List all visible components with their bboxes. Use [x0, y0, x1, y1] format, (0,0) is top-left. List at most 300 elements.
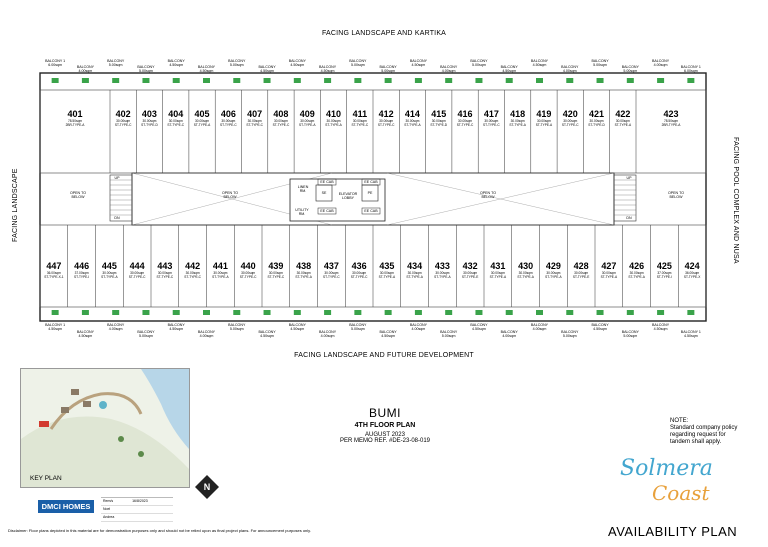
unit-area: 30.00sqm: [300, 119, 315, 123]
balcony-name: BALCONY: [409, 59, 427, 63]
unit-type: ST-TYPE-I: [656, 275, 672, 279]
planter-mark: [385, 310, 392, 315]
unit-number: 447: [46, 261, 62, 271]
unit-area: 30.00sqm: [563, 119, 578, 123]
planter-mark: [294, 310, 301, 315]
balcony-name: BALCONY: [409, 323, 427, 327]
unit-area: 30.00sqm: [185, 271, 200, 275]
unit-area: 30.00sqm: [431, 119, 446, 123]
unit-435: [373, 261, 401, 279]
elevator-lobby-label: ELEVATOR LOBBY: [338, 192, 358, 200]
planter-mark: [597, 78, 604, 83]
balcony-label: [555, 65, 585, 73]
unit-number: 445: [101, 261, 117, 271]
unit-number: 435: [379, 261, 395, 271]
unit-type: ST-TYPE-A: [545, 275, 562, 279]
unit-area: 30.00sqm: [484, 119, 499, 123]
planter-mark: [687, 310, 694, 315]
balcony-name: BALCONY: [137, 65, 155, 69]
balcony-area: 5.00sqm: [593, 63, 607, 67]
planter-mark: [52, 78, 59, 83]
unit-area: 30.00sqm: [463, 271, 478, 275]
unit-area: 78.50sqm: [664, 119, 678, 123]
balcony-label: [101, 59, 131, 67]
unit-number: 408: [273, 109, 289, 119]
unit-type: ST-TYPE-C: [377, 123, 395, 127]
planter-mark: [445, 78, 452, 83]
ee-cab-bottom-left: EE CAB: [320, 209, 334, 213]
facing-bottom-label: FACING LANDSCAPE AND FUTURE DEVELOPMENT: [294, 352, 474, 359]
balcony-name: BALCONY: [530, 59, 549, 63]
north-arrow-icon: [194, 474, 220, 500]
unit-type: ST-TYPE-C: [483, 123, 500, 127]
unit-type: ST-TYPE-A: [535, 123, 553, 127]
revision-row: Andrea: [101, 514, 173, 522]
unit-442: [179, 261, 207, 279]
balcony-area: 4.50sqm: [472, 327, 486, 331]
balcony-area: 5.00sqm: [350, 327, 365, 331]
unit-432: [456, 261, 484, 279]
unit-401: [40, 109, 110, 127]
unit-440: [234, 261, 262, 279]
unit-number: 418: [510, 109, 526, 119]
planter-mark: [112, 310, 119, 315]
ee-cab-top-right: EE CAB: [364, 180, 378, 184]
unit-414: [399, 109, 425, 127]
unit-area: 30.00sqm: [116, 119, 131, 123]
balcony-label: [403, 59, 433, 67]
balcony-label: [40, 323, 70, 331]
balcony-name: BALCONY: [288, 323, 306, 327]
unit-area: 30.00sqm: [352, 271, 367, 275]
unit-445: [96, 261, 124, 279]
unit-number: 419: [536, 109, 552, 119]
balcony-name: BALCONY 1: [45, 59, 66, 63]
unit-number: 436: [351, 261, 367, 271]
balcony-label: [192, 65, 222, 73]
planter-mark: [506, 310, 513, 315]
balcony-label: [161, 59, 191, 67]
unit-type: ST-TYPE-C: [156, 275, 174, 279]
unit-number: 438: [296, 261, 312, 271]
facing-top-label: FACING LANDSCAPE AND KARTIKA: [321, 30, 447, 37]
unit-408: [268, 109, 294, 127]
planter-mark: [687, 78, 694, 83]
unit-409: [294, 109, 320, 127]
facing-right-label: FACING POOL COMPLEX AND NUSA: [732, 136, 739, 264]
note-body: Standard company policy regarding request for tandem shall apply.: [670, 425, 738, 445]
unit-area: 30.00sqm: [574, 271, 589, 275]
balcony-area: 4.00sqm: [653, 63, 668, 67]
unit-420: [557, 109, 583, 127]
bottom-balcony-marks: [52, 310, 695, 315]
balcony-area: 4.50sqm: [653, 327, 668, 331]
unit-446: [68, 261, 96, 279]
unit-404: [163, 109, 189, 127]
balcony-area: 4.50sqm: [48, 327, 63, 331]
planter-mark: [324, 78, 331, 83]
planter-mark: [142, 78, 149, 83]
unit-number: 444: [129, 261, 145, 271]
planter-mark: [52, 310, 59, 315]
balcony-label: [313, 65, 343, 73]
unit-area: 30.00sqm: [510, 119, 525, 123]
balcony-label: [676, 330, 706, 338]
balcony-area: 4.50sqm: [320, 69, 335, 73]
unit-type: ST-TYPE-E: [572, 275, 590, 279]
unit-type: ST-TYPE-C: [323, 275, 340, 279]
balcony-name: BALCONY: [318, 330, 337, 334]
balcony-label: [555, 330, 585, 338]
unit-412: [373, 109, 399, 127]
unit-441: [207, 261, 235, 279]
planter-mark: [657, 78, 664, 83]
balcony-area: 4.50sqm: [290, 327, 305, 331]
balcony-label: [434, 65, 464, 73]
balcony-name: BALCONY: [651, 323, 670, 327]
unit-number: 432: [462, 261, 478, 271]
ee-cab-top-left: EE CAB: [320, 180, 334, 184]
unit-418: [505, 109, 531, 127]
unit-number: 439: [268, 261, 284, 271]
planter-mark: [233, 78, 240, 83]
planter-mark: [475, 310, 482, 315]
unit-number: 442: [185, 261, 201, 271]
unit-type: ST-TYPE-A: [628, 275, 645, 279]
unit-407: [242, 109, 268, 127]
unit-type: ST-TYPE-A: [295, 275, 312, 279]
balcony-area: 5.00sqm: [381, 69, 396, 73]
unit-type: ST-TYPE-C: [220, 123, 237, 127]
unit-type: ST-TYPE-C: [561, 123, 579, 127]
unit-number: 427: [601, 261, 617, 271]
balcony-name: BALCONY: [621, 330, 639, 334]
top-balcony-marks: [52, 78, 695, 83]
planter-mark: [536, 78, 543, 83]
balcony-area: 6.00sqm: [683, 69, 698, 73]
planter-mark: [173, 310, 180, 315]
revision-table: [101, 497, 173, 520]
planter-mark: [203, 78, 210, 83]
key-plan-drawing: [21, 369, 189, 487]
unit-area: 30.00sqm: [273, 119, 288, 123]
balcony-name: BALCONY: [470, 323, 488, 327]
unit-427: [595, 261, 623, 279]
unit-type: ST-TYPE-C: [239, 275, 257, 279]
unit-419: [531, 109, 557, 127]
planter-mark: [597, 310, 604, 315]
stair-up-right: UP: [626, 176, 632, 180]
balcony-area: 4.50sqm: [683, 334, 698, 338]
planter-mark: [566, 310, 573, 315]
planter-mark: [142, 310, 149, 315]
unit-area: 30.00sqm: [213, 271, 228, 275]
balcony-label: [434, 330, 464, 338]
balcony-name: BALCONY: [167, 323, 185, 327]
revision-row: Noel: [101, 506, 173, 514]
balcony-area: 5.00sqm: [623, 334, 638, 338]
note-heading: NOTE:: [670, 418, 689, 424]
unit-area: 30.00sqm: [601, 271, 616, 275]
balcony-area: 4.50sqm: [381, 334, 396, 338]
balcony-name: BALCONY: [197, 330, 216, 334]
balcony-name: BALCONY: [440, 330, 458, 334]
balcony-label: [282, 323, 312, 331]
floor-plan: [22, 45, 724, 348]
unit-area: 30.00sqm: [157, 271, 172, 275]
balcony-label: [464, 59, 494, 67]
unit-area: 30.00sqm: [490, 271, 505, 275]
unit-area: 30.00sqm: [435, 271, 450, 275]
unit-type: ST-TYPE-A: [406, 275, 423, 279]
unit-type: ST-TYPE-X: [683, 275, 701, 279]
balcony-label: [343, 323, 373, 331]
unit-area: 30.00sqm: [536, 119, 551, 123]
planter-mark: [657, 310, 664, 315]
balcony-name: BALCONY: [470, 59, 488, 63]
unit-number: 403: [141, 109, 157, 119]
unit-number: 415: [431, 109, 447, 119]
unit-type: ST-TYPE-A: [299, 123, 316, 127]
unit-type: ST-TYPE-D: [588, 123, 605, 127]
unit-number: 424: [684, 261, 700, 271]
balcony-name: BALCONY: [379, 65, 397, 69]
unit-422: [610, 109, 636, 127]
unit-area: 30.00sqm: [546, 271, 561, 275]
unit-430: [512, 261, 540, 279]
memo-reference: PER MEMO REF. #DE-23-08-019: [339, 438, 431, 444]
unit-type: ST-TYPE-A: [325, 123, 342, 127]
unit-438: [290, 261, 318, 279]
note-box: [670, 418, 740, 446]
balcony-area: 5.00sqm: [139, 334, 153, 338]
balcony-label: [615, 65, 645, 73]
balcony-label: [676, 65, 706, 73]
planter-mark: [627, 78, 634, 83]
open-to-below-left: OPEN TO BELOW: [69, 191, 87, 199]
unit-number: 405: [194, 109, 210, 119]
planter-mark: [82, 310, 89, 315]
unit-area: 30.00sqm: [195, 119, 210, 123]
unit-433: [429, 261, 457, 279]
balcony-label: [131, 330, 161, 338]
key-plan-map: [20, 368, 190, 488]
balcony-name: BALCONY: [107, 59, 125, 63]
unit-type: ST-TYPE-A: [404, 123, 421, 127]
balcony-label: [403, 323, 433, 331]
unit-type: ST-TYPE-D: [430, 123, 448, 127]
linen-room-label: LINEN RM.: [297, 185, 309, 193]
balcony-label: [646, 323, 676, 331]
balcony-area: 5.00sqm: [229, 63, 244, 67]
balcony-area: 4.00sqm: [562, 69, 577, 73]
unit-number: 426: [629, 261, 645, 271]
planter-mark: [82, 78, 89, 83]
balcony-label: [525, 59, 555, 67]
unit-434: [401, 261, 429, 279]
stair-down-right: DN: [626, 216, 632, 220]
balcony-name: BALCONY: [500, 65, 518, 69]
balcony-label: [313, 330, 343, 338]
unit-443: [151, 261, 179, 279]
unit-type: 2BR-TYPE-A: [65, 123, 85, 127]
unit-428: [567, 261, 595, 279]
building-name: BUMI: [369, 406, 401, 420]
balcony-name: BALCONY 1: [680, 65, 701, 69]
planter-mark: [475, 78, 482, 83]
balcony-area: 5.00sqm: [441, 334, 456, 338]
balcony-area: 4.00sqm: [532, 327, 547, 331]
unit-417: [478, 109, 504, 127]
planter-mark: [112, 78, 119, 83]
planter-mark: [233, 310, 240, 315]
unit-number: 430: [518, 261, 534, 271]
unit-type: ST-TYPE-C: [272, 123, 290, 127]
unit-421: [583, 109, 609, 127]
balcony-area: 4.50sqm: [260, 334, 274, 338]
balcony-name: BALCONY: [258, 65, 276, 69]
balcony-name: BALCONY: [591, 323, 609, 327]
balcony-label: [70, 65, 100, 73]
balcony-label: [70, 330, 100, 338]
planter-mark: [445, 310, 452, 315]
unit-type: ST-TYPE-C: [351, 123, 369, 127]
unit-429: [540, 261, 568, 279]
balcony-name: BALCONY: [288, 59, 306, 63]
balcony-name: BALCONY: [258, 330, 276, 334]
key-plan-label: KEY PLAN: [30, 475, 62, 482]
unit-number: 416: [457, 109, 473, 119]
unit-area: 30.00sqm: [324, 271, 339, 275]
stair-down-left: DN: [114, 216, 120, 220]
balcony-label: [615, 330, 645, 338]
unit-area: 37.00sqm: [657, 271, 672, 275]
unit-type: ST-TYPE-A: [517, 275, 534, 279]
balcony-area: 4.50sqm: [593, 327, 607, 331]
svg-text:N: N: [203, 482, 211, 492]
utility-room-label: UTILITY RM.: [295, 208, 309, 216]
unit-area: 30.00sqm: [130, 271, 145, 275]
unit-number: 428: [573, 261, 589, 271]
unit-number: 414: [404, 109, 420, 119]
balcony-label: [282, 59, 312, 67]
balcony-area: 4.50sqm: [532, 63, 547, 67]
balcony-name: BALCONY: [228, 59, 246, 63]
unit-number: 443: [157, 261, 173, 271]
balcony-name: BALCONY 1: [680, 330, 701, 334]
balcony-area: 4.50sqm: [260, 69, 274, 73]
unit-type: ST-TYPE-A: [101, 275, 118, 279]
balcony-label: [373, 65, 403, 73]
planter-mark: [354, 78, 361, 83]
balcony-label: [161, 323, 191, 331]
balcony-name: BALCONY: [500, 330, 518, 334]
unit-type: ST-TYPE-C: [350, 275, 368, 279]
coast-logo-text: Coast: [652, 481, 710, 505]
balcony-area: 4.50sqm: [199, 69, 214, 73]
unit-number: 407: [247, 109, 263, 119]
unit-number: 434: [407, 261, 423, 271]
plan-date: AUGUST 2023: [365, 432, 405, 438]
unit-area: 30.00sqm: [589, 119, 604, 123]
balcony-area: 6.00sqm: [48, 63, 63, 67]
dmci-homes-logo: DMCI HOMES: [38, 500, 94, 513]
floor-plan-drawing: [22, 45, 724, 348]
unit-type: ST-TYPE-A: [193, 123, 211, 127]
unit-type: ST-TYPE-A: [434, 275, 451, 279]
unit-number: 441: [212, 261, 228, 271]
unit-area: 37.00sqm: [74, 271, 89, 275]
balcony-area: 5.00sqm: [623, 69, 638, 73]
balcony-label: [373, 330, 403, 338]
balcony-area: 5.00sqm: [139, 69, 153, 73]
unit-405: [189, 109, 215, 127]
balcony-name: BALCONY: [621, 65, 639, 69]
unit-type: ST-TYPE-C: [456, 123, 474, 127]
unit-type: ST-TYPE-I: [74, 275, 90, 279]
balcony-area: 5.00sqm: [108, 63, 123, 67]
open-to-below-center-left: OPEN TO BELOW: [221, 191, 239, 199]
unit-area: 30.00sqm: [379, 271, 394, 275]
unit-431: [484, 261, 512, 279]
unit-area: 30.00sqm: [221, 119, 236, 123]
balcony-label: [494, 330, 524, 338]
planter-mark: [415, 310, 422, 315]
balcony-name: BALCONY: [349, 323, 367, 327]
facing-left-label: FACING LANDSCAPE: [12, 168, 19, 242]
unit-423: [636, 109, 706, 127]
unit-type: ST-TYPE-C: [184, 275, 201, 279]
unit-number: 433: [434, 261, 450, 271]
balcony-label: [192, 330, 222, 338]
unit-area: 36.00sqm: [46, 271, 61, 275]
unit-437: [318, 261, 346, 279]
balcony-area: 4.50sqm: [169, 63, 184, 67]
balcony-area: 5.00sqm: [562, 334, 577, 338]
planter-mark: [385, 78, 392, 83]
balcony-name: BALCONY: [76, 65, 94, 69]
balcony-name: BALCONY: [379, 330, 397, 334]
unit-436: [345, 261, 373, 279]
balcony-name: BALCONY 1: [45, 323, 66, 327]
balcony-label: [252, 330, 282, 338]
balcony-area: 5.00sqm: [472, 63, 486, 67]
balcony-area: 4.00sqm: [78, 69, 93, 73]
balcony-area: 4.50sqm: [411, 63, 426, 67]
open-to-below-right: OPEN TO BELOW: [667, 191, 685, 199]
unit-area: 36.00sqm: [685, 271, 700, 275]
unit-area: 30.00sqm: [615, 119, 630, 123]
unit-area: 30.00sqm: [296, 271, 311, 275]
planter-mark: [566, 78, 573, 83]
unit-type: ST-TYPE-C: [167, 123, 185, 127]
unit-number: 440: [240, 261, 256, 271]
balcony-name: BALCONY: [228, 323, 246, 327]
balcony-name: BALCONY: [167, 59, 185, 63]
passenger-elevator-label: PE: [367, 191, 373, 195]
balcony-name: BALCONY: [651, 59, 670, 63]
unit-type: ST-TYPE-E: [461, 275, 479, 279]
balcony-area: 4.50sqm: [78, 334, 93, 338]
unit-416: [452, 109, 478, 127]
balcony-label: [464, 323, 494, 331]
availability-plan-title: AVAILABILITY PLAN: [608, 524, 738, 539]
service-elevator-label: SE: [321, 191, 327, 195]
balcony-label: [585, 59, 615, 67]
unit-type: ST-TYPE-A: [509, 123, 526, 127]
unit-area: 30.00sqm: [405, 119, 420, 123]
balcony-name: BALCONY: [561, 330, 579, 334]
